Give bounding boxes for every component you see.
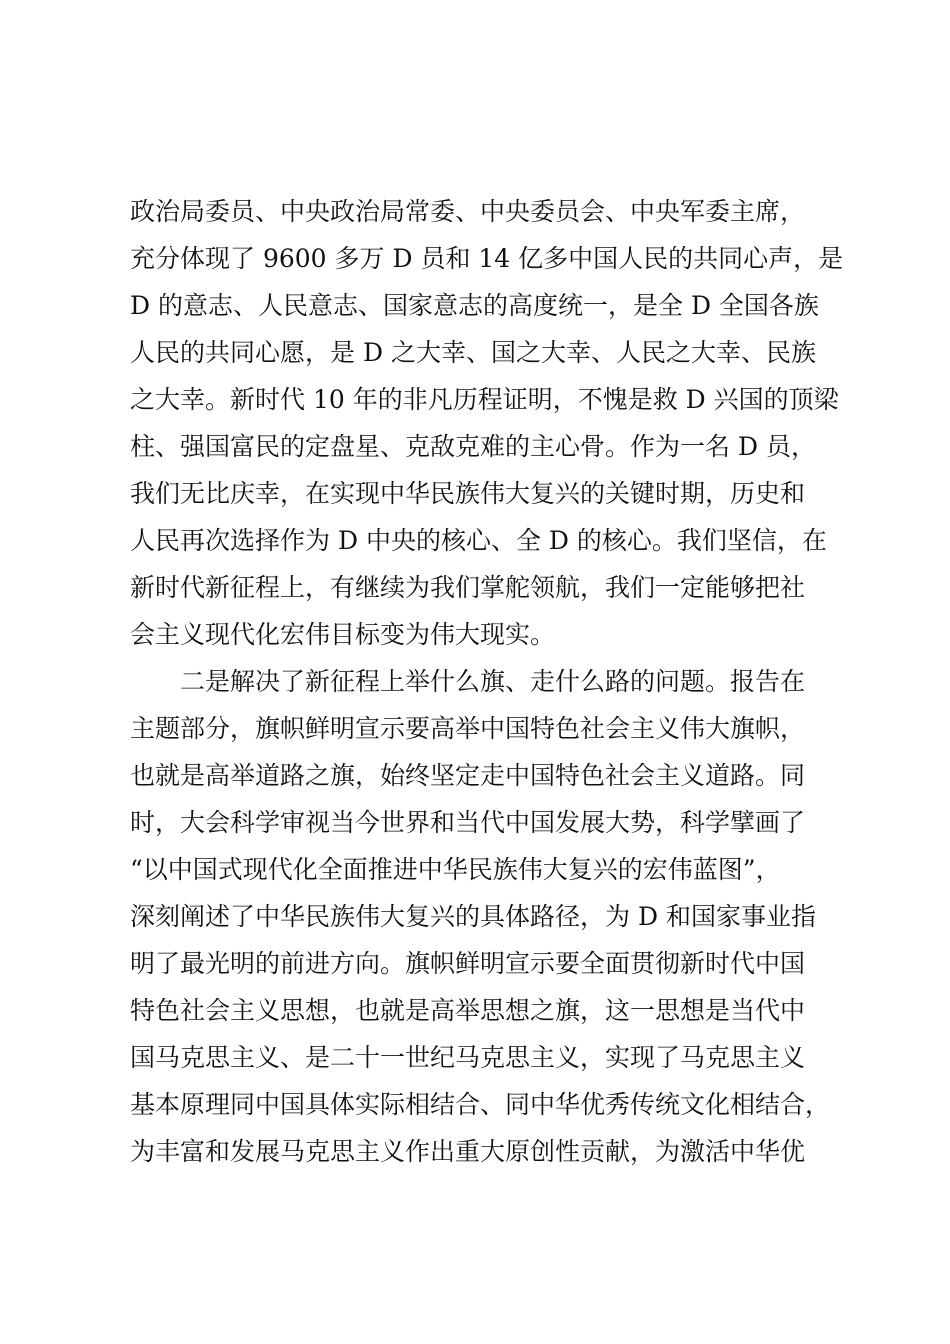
text-line: 基本原理同中国具体实际相结合、同中华优秀传统文化相结合， [130, 1090, 831, 1119]
text-line: 人民的共同心愿，是 D 之大幸、国之大幸、人民之大幸、民族 [130, 338, 816, 367]
text-line: D 的意志、人民意志、国家意志的高度统一，是全 D 全国各族 [130, 291, 819, 320]
text-line: 特色社会主义思想，也就是高举思想之旗，这一思想是当代中 [130, 996, 806, 1025]
text-line: 柱、强国富民的定盘星、克敌克难的主心骨。作为一名 D 员， [130, 432, 816, 461]
text-line: 之大幸。新时代 10 年的非凡历程证明，不愧是救 D 兴国的顶梁 [130, 385, 839, 414]
text-line: 人民再次选择作为 D 中央的核心、全 D 的核心。我们坚信，在 [130, 526, 827, 555]
text-line: 政治局委员、中央政治局常委、中央委员会、中央军委主席， [130, 197, 806, 226]
text-line: 时，大会科学审视当今世界和当代中国发展大势，科学擘画了 [130, 808, 806, 837]
text-line: 明了最光明的前进方向。旗帜鲜明宣示要全面贯彻新时代中国 [130, 949, 806, 978]
text-line: 新时代新征程上，有继续为我们掌舵领航，我们一定能够把社 [130, 573, 806, 602]
text-line: 国马克思主义、是二十一世纪马克思主义，实现了马克思主义 [130, 1043, 806, 1072]
text-line: 充分体现了 9600 多万 D 员和 14 亿多中国人民的共同心声，是 [130, 244, 844, 273]
body-text [130, 188, 850, 1175]
paragraph-start-line: 二是解决了新征程上举什么旗、走什么路的问题。报告在 [180, 667, 806, 696]
text-line: 我们无比庆幸，在实现中华民族伟大复兴的关键时期，历史和 [130, 479, 806, 508]
text-line: 也就是高举道路之旗，始终坚定走中国特色社会主义道路。同 [130, 761, 806, 790]
text-line: 深刻阐述了中华民族伟大复兴的具体路径，为 D 和国家事业指 [130, 902, 816, 931]
text-line: 主题部分，旗帜鲜明宣示要高举中国特色社会主义伟大旗帜， [130, 714, 806, 743]
text-line: 会主义现代化宏伟目标变为伟大现实。 [130, 620, 556, 649]
text-line: 为丰富和发展马克思主义作出重大原创性贡献，为激活中华优 [130, 1137, 806, 1166]
text-line: “以中国式现代化全面推进中华民族伟大复兴的宏伟蓝图”， [130, 855, 781, 884]
